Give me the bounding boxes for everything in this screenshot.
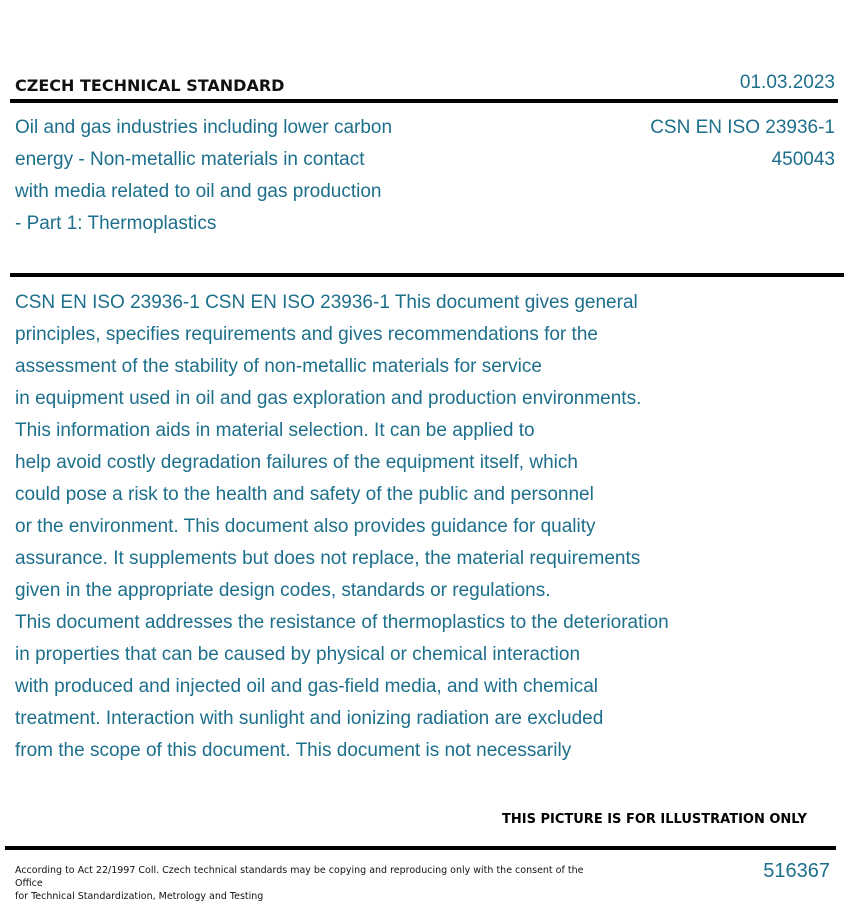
footer-rule bbox=[5, 846, 836, 850]
copyright-note bbox=[15, 864, 595, 903]
abstract-text bbox=[15, 287, 775, 767]
abstract-line: help avoid costly degradation failures of the equipment itself, which bbox=[15, 452, 578, 473]
publication-date: 01.03.2023 bbox=[739, 72, 835, 93]
standard-code: CSN EN ISO 23936-1 bbox=[650, 117, 835, 138]
standard-title bbox=[15, 112, 485, 240]
abstract-line: assurance. It supplements but does not replace, the material requirements bbox=[15, 548, 641, 569]
title-line: - Part 1: Thermoplastics bbox=[15, 213, 217, 234]
abstract-line: This information aids in material selection. It can be applied to bbox=[15, 420, 535, 441]
illustration-notice: THIS PICTURE IS FOR ILLUSTRATION ONLY bbox=[502, 812, 807, 827]
abstract-line: from the scope of this document. This document is not necessarily bbox=[15, 740, 572, 761]
copyright-line: According to Act 22/1997 Coll. Czech technical standards may be copying and reproducing only with the consent of the Office bbox=[15, 865, 584, 889]
title-rule bbox=[10, 273, 844, 277]
title-line: with media related to oil and gas production bbox=[15, 181, 382, 202]
abstract-line: CSN EN ISO 23936-1 CSN EN ISO 23936-1 This document gives general bbox=[15, 292, 638, 313]
standard-codes bbox=[650, 112, 835, 176]
document-type-label: CZECH TECHNICAL STANDARD bbox=[15, 76, 285, 95]
document-number: 516367 bbox=[763, 860, 830, 882]
copyright-line: for Technical Standardization, Metrology and Testing bbox=[15, 891, 264, 902]
abstract-line: with produced and injected oil and gas-field media, and with chemical bbox=[15, 676, 599, 697]
abstract-line: in equipment used in oil and gas exploration and production environments. bbox=[15, 388, 642, 409]
header-rule bbox=[10, 99, 838, 103]
abstract-line: given in the appropriate design codes, standards or regulations. bbox=[15, 580, 551, 601]
abstract-line: assessment of the stability of non-metallic materials for service bbox=[15, 356, 542, 377]
abstract-line: principles, specifies requirements and gives recommendations for the bbox=[15, 324, 598, 345]
title-line: Oil and gas industries including lower carbon bbox=[15, 117, 393, 138]
title-line: energy - Non-metallic materials in contact bbox=[15, 149, 365, 170]
abstract-line: This document addresses the resistance of thermoplastics to the deterioration bbox=[15, 612, 669, 633]
catalog-number: 450043 bbox=[771, 149, 835, 170]
abstract-line: or the environment. This document also provides guidance for quality bbox=[15, 516, 596, 537]
abstract-line: in properties that can be caused by physical or chemical interaction bbox=[15, 644, 581, 665]
abstract-line: could pose a risk to the health and safety of the public and personnel bbox=[15, 484, 594, 505]
abstract-line: treatment. Interaction with sunlight and ionizing radiation are excluded bbox=[15, 708, 604, 729]
